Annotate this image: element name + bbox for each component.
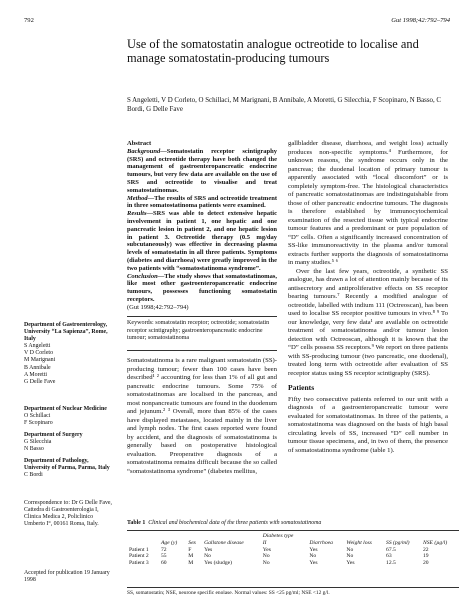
abstract-method	[127, 195, 277, 211]
abstract-heading: Abstract	[127, 140, 152, 147]
affiliation-dept: Department of Gastroenterology, University “La Sapienza”, Rome, Italy	[24, 322, 108, 343]
table-cell: Patient 1	[129, 546, 149, 553]
table-caption-label: Table 1	[127, 520, 146, 526]
table-header-row	[127, 540, 459, 547]
abstract-results-text: —SRS was able to detect extensive hepatic involvement in patient 1, one hepatic and one pancreatic lesion in patient 2, and one hepatic lesion in patient 3. Octreotide therapy (0.5 mg/day subcutaneously) was effective in decreasing plasma levels of somatostatin in all three patients. Symptoms (diabetes and diarrhoea) were greatly improved in the two patients with “somatostatinoma syndrome”.	[127, 210, 277, 272]
table-cell: Patient 2	[129, 553, 149, 560]
accepted-date: Accepted for publication 19 January 1998	[24, 570, 110, 584]
table-header-cell: NSE (µg/l)	[422, 539, 448, 546]
intro-continued: gallbladder disease, diarrhoea, and weight loss) actually produces non-specific symptoms.⁴ Furthermore, for unknown reasons, the syndrome occurs only in the pancreas; the duodenal location of primary tumour is apparently associated with “local discomfort” or is completely symptom-free. The histological characteristics of pancreatic somatostatinomas are indistinguishable from those of other pancreatic endocrine tumours. The diagnosis is therefore established by immunocytochemical examination of the resected tissue with typical endocrine tumour features and a predominant or pure population of “D” cells. Often a significantly increased concentration of SS-like immunoreactivity in the plasma and/or tumoral extracts further supports the diagnosis of somatostatinoma in many studies.⁵ ⁶	[288, 140, 448, 266]
table-cell: 12.5	[386, 560, 396, 567]
affiliation-names: S Angeletti V D Corleto M Marignani B Annibale A Moretti G Delle Fave	[24, 343, 56, 385]
affiliation-names: G Silecchia N Basso	[24, 439, 52, 453]
intro-left-column	[127, 357, 277, 476]
right-column	[288, 140, 448, 455]
intro-paragraph: Somatostatinoma is a rare malignant somatostatin (SS)-producing tumour; fewer than 100 cases have been described¹ ² accounting for less than 1% of all gut and pancreatic endocrine tumours. Some 75% of somatostatinomas are localised in the pancreas, and most nonpancreatic tumours are found in the duodenum and jejunum.² ³ Overall, more than 85% of the cases have displayed metastases, located mainly in the liver and lymph nodes. The first cases reported were found by accident, and the diagnosis of somatostatinoma is generally based on postoperative histological evaluation. Preoperative diagnosis of a somatostatinoma remains difficult because the so called “somatostatinoma syndrome” (diabetes mellitus,	[127, 357, 277, 475]
table-cell: 63	[386, 553, 392, 560]
intro-paragraph-2: Over the last few years, octreotide, a synthetic SS analogue, has drawn a lot of attention mainly because of its antisecretory and antiproliferative effects on SS receptor bearing tumours.⁷ Recently a modified analogue of octreotide, labelled with indium 111 (Octreoscan), has been used to localise SS receptor positive tumours in vivo.⁸ ⁹ To our knowledge, very few data¹ are available on octreotide treatment of somatostatinoma and/or tumour lesion detection with Octreoscan, although it is known that the “D” cells possess SS receptors.⁹ We report on three patients with SS-producing tumour (two pancreatic, one duodenal), treated long term with octreotide after evaluation of SS receptor status using SS receptor scintigraphy (SRS).	[288, 267, 448, 377]
table-group-header-row	[127, 533, 459, 540]
patients-paragraph: Fifty two consecutive patients referred to our unit with a diagnosis of a gastroenteropancreatic tumour were evaluated for somatostatinomas. In three of the patients, a somatostatinoma was diagnosed on the basis of high basal circulating levels of SS, increased “D” cell number in tumour tissue specimens, and, in two of them, the presence of somatostatinoma syndrome (table 1).	[288, 395, 448, 454]
table-header-cell: Diarrhoea	[309, 539, 333, 546]
table-cell: No	[346, 553, 354, 560]
table-cell: No	[262, 553, 270, 560]
table-cell: 20	[422, 560, 429, 567]
table-row	[127, 547, 459, 554]
table-cell: Yes	[204, 546, 213, 553]
affiliation-dept: Department of Nuclear Medicine	[24, 406, 107, 412]
abstract-background-label: Background	[127, 147, 161, 155]
abstract-conclusion-text: —The study shows that somatostatinomas, like most other gastroenteropancreatic endocrine tumours, possesses functioning somatostatin receptors.	[127, 272, 277, 303]
table-cell: Yes	[309, 560, 318, 567]
patients-heading: Patients	[288, 383, 315, 392]
journal-citation: Gut 1998;42:792–794	[391, 17, 450, 24]
table-cell: Yes	[262, 546, 271, 553]
keywords-rule	[127, 316, 277, 317]
abstract-background-text: —Somatostatin receptor scintigraphy (SRS) and octreotide therapy have both changed the management of gastroenteropancreatic endocrine tumours, but very few data are available on the use of SRS and octreotide to visualise and treat somatostatinomas.	[127, 147, 277, 194]
affiliation-nuclear	[24, 406, 114, 427]
table-header-cell: SS (pg/ml)	[386, 539, 410, 546]
abstract-results-label: Results	[127, 210, 147, 218]
table-caption	[127, 520, 457, 526]
affiliation-dept: Department of Surgery	[24, 432, 83, 438]
table-cell: No	[262, 560, 270, 567]
table-header-cell: Weight loss	[346, 539, 372, 546]
affiliation-pathology	[24, 458, 114, 479]
table-cell: Yes	[346, 560, 355, 567]
table-cell: 55	[160, 553, 167, 560]
table-footnote: SS, somatostatin; NSE, neurone specific enolase. Normal values: SS <25 pg/ml; NSE <12 g/l.	[127, 590, 330, 596]
page-number: 792	[24, 17, 34, 24]
table-cell: 60	[160, 560, 167, 567]
abstract	[127, 140, 277, 312]
table-cell: 19	[422, 553, 429, 560]
table-cell: Yes	[309, 546, 318, 553]
affiliation-names: C Bordi	[24, 472, 43, 479]
table-header-cell: Sex	[188, 539, 197, 546]
table-cell: 72	[160, 546, 167, 553]
table-cell: Yes (sludge)	[204, 560, 232, 567]
correspondence: Correspondence to: Dr G Delle Fave, Cattedra di Gastroenterologia I, Clinica Medica 2, Policlinico Umberto I°, 00161 Roma, Italy.	[24, 500, 113, 528]
keywords: Keywords: somatostatin receptor; octreotide; somatostatin receptor scintigraphy; gastroenteropancreatic endocrine tumour; somatostatinoma	[127, 320, 270, 342]
abstract-conclusion	[127, 273, 277, 304]
table-group-header: Diabetes type	[262, 533, 294, 539]
table-cell: Patient 3	[129, 560, 149, 567]
table-row	[127, 560, 459, 567]
abstract-method-text: —The results of SRS and octreotide treatment in three somatostatinoma patients were examined.	[127, 194, 277, 210]
author-list: S Angeletti, V D Corleto, O Schillaci, M Marignani, B Annibale, A Moretti, G Silecchia, F Scopinaro, N Basso, C Bordi, G Delle Fave	[127, 97, 442, 113]
abstract-background	[127, 148, 277, 195]
table-cell: F	[188, 546, 192, 553]
table-top-rule	[127, 530, 459, 531]
table-cell: No	[346, 546, 354, 553]
table-cell: M	[188, 553, 194, 560]
clinical-data-table	[127, 533, 459, 567]
abstract-citation: (Gut 1998;42:792–794)	[127, 303, 189, 311]
affiliation-surgery	[24, 432, 114, 453]
table-header-cell	[127, 540, 159, 547]
table-header-cell: Age (y)	[160, 539, 178, 546]
table-cell: M	[188, 560, 194, 567]
keywords-rule-bottom	[127, 350, 277, 351]
table-header-cell: Gallstone disease	[204, 539, 244, 546]
abstract-method-label: Method	[127, 194, 148, 202]
affiliation-gastro	[24, 322, 114, 386]
table-row	[127, 553, 459, 560]
table-caption-text: Clinical and biochemical data of the three patients with somatostatinoma	[148, 520, 322, 526]
table-cell: No	[204, 553, 211, 560]
affiliation-names: O Schillaci F Scopinaro	[24, 413, 53, 427]
article-title: Use of the somatostatin analogue octreotide to localise and manage somatostatin-producing tumours	[127, 37, 419, 65]
table-cell: 67.5	[386, 546, 396, 553]
abstract-results	[127, 210, 277, 272]
table-bottom-rule	[127, 587, 459, 588]
table-cell: No	[309, 553, 317, 560]
abstract-conclusion-label: Conclusion	[127, 272, 158, 280]
table-header-cell: II	[262, 539, 267, 546]
table-cell: 22	[422, 546, 429, 553]
affiliation-dept: Department of Pathology, University of Parma, Parma, Italy	[24, 458, 110, 472]
